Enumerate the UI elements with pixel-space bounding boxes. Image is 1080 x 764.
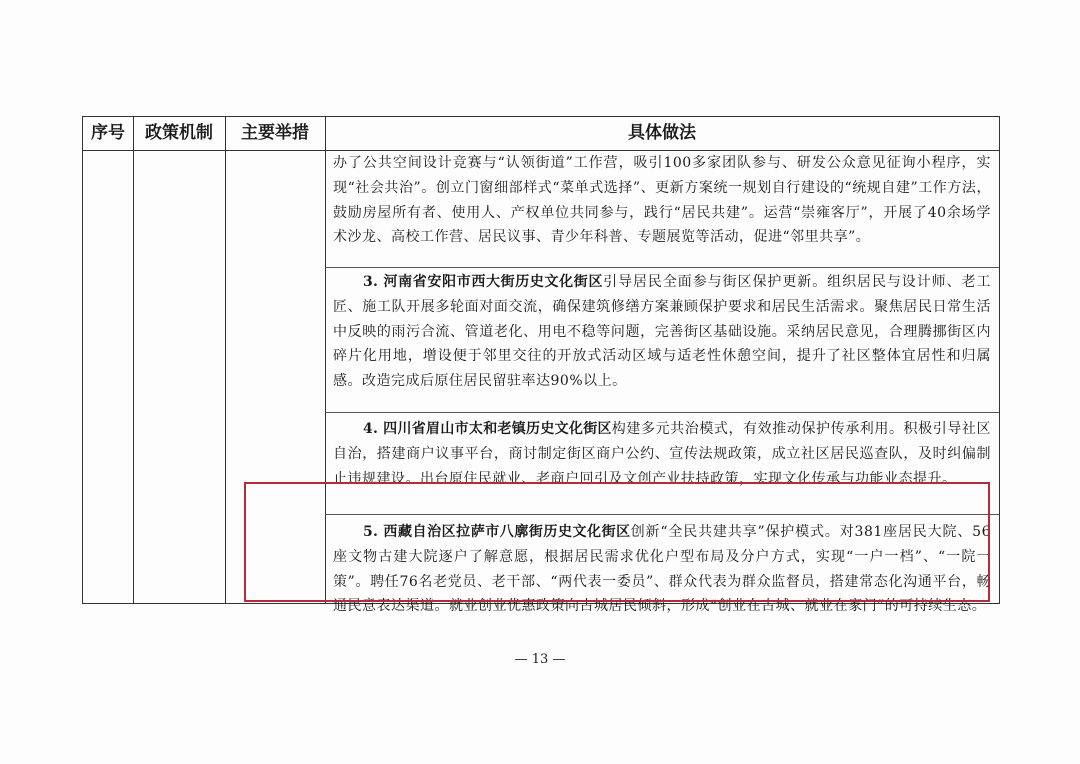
- paragraph-text: 办了公共空间设计竞赛与“认领街道”工作营，吸引100多家团队参与、研发公众意见征询小程序，实现“社会共治”。创立门窗细部样式“菜单式选择”、更新方案统一规划自行建设的“统规自建”工作方法，鼓励房屋所有者、使用人、产权单位共同参与，践行“居民共建”。运营“崇雍客厅”，开展了40余场学术沙龙、高校工作营、居民议事、青少年科普、专题展览等活动，促进“邻里共享”。: [333, 155, 991, 246]
- paragraph-lead: 4. 四川省眉山市太和老镇历史文化街区: [363, 421, 612, 437]
- header-specific-practices: 具体做法: [628, 123, 696, 143]
- paragraph-divider: [325, 267, 999, 268]
- header-policy-mechanism: 政策机制: [145, 123, 213, 143]
- paragraph-text: 引导居民全面参与街区保护更新。组织居民与设计师、老工匠、施工队开展多轮面对面交流，确保建筑修缮方案兼顾保护要求和居民生活需求。聚焦居民日常生活中反映的雨污合流、管道老化、用电不稳等问题，完善街区基础设施。采纳居民意见，合理腾挪街区内碎片化用地，增设便于邻里交往的开放式活动区域与适老性休憩空间，提升了社区整体宜居性和归属感。改造完成后原住居民留驻率达90%以上。: [333, 274, 991, 390]
- column-divider: [225, 117, 226, 603]
- practice-paragraph-anyang: [325, 270, 999, 394]
- paragraph-divider: [325, 412, 999, 413]
- table-header-row: [83, 117, 999, 151]
- paragraph-lead: 3. 河南省安阳市西大街历史文化街区: [363, 274, 604, 290]
- page-number: — 13 —: [514, 652, 566, 667]
- highlight-box: [244, 482, 990, 602]
- header-main-measures: 主要举措: [241, 123, 309, 143]
- practice-paragraph-continued: [325, 151, 999, 250]
- practice-paragraph-meishan: [325, 417, 999, 491]
- paragraph-text: 构建多元共治模式，有效推动保护传承利用。积极引导社区自治，搭建商户议事平台，商讨制定街区商户公约、宣传法规政策，成立社区居民巡查队，及时纠偏制止违规建设。出台原住民就业、老商户回引及文创产业扶持政策，实现文化传承与功能业态提升。: [333, 421, 991, 487]
- paragraph-lead: 5. 西藏自治区拉萨市八廓街历史文化街区: [363, 524, 631, 540]
- column-divider: [133, 117, 134, 603]
- paragraph-text: 创新“全民共建共享”保护模式。对381座居民大院、56座文物古建大院逐户了解意愿，根据居民需求优化户型布局及分户方式，实现“一户一档”、“一院一策”。聘任76名老党员、老干部、“两代表一委员”、群众代表为群众监督员，搭建常态化沟通平台，畅通民意表达渠道。就业创业优惠政策向古城居民倾斜，形成“创业在古城、就业在家门”的可持续生态。: [333, 524, 991, 615]
- header-serial-number: 序号: [91, 123, 125, 143]
